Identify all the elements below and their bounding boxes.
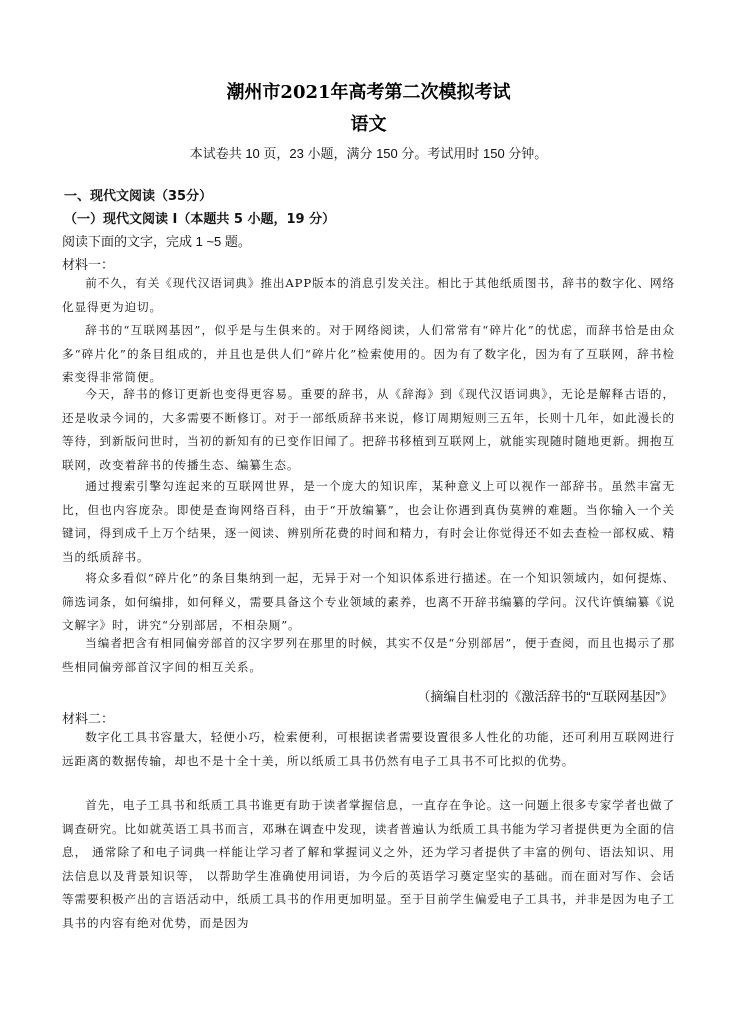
instruction: 阅读下面的文字，完成 1 ~5 题。 [62,234,251,249]
material1-source: （摘编自杜羽的《激活辞书的“互联网基因”》 [417,689,673,704]
material1-paragraph: 前不久，有关《现代汉语词典》推出APP版本的消息引发关注。相比于其他纸质图书，辞书的数字化、网络化显得更为迫切。 [62,276,675,314]
exam-title: 潮州市2021年高考第二次模拟考试 [226,82,511,103]
subject-title: 语文 [350,114,387,135]
exam-info: 本试卷共 10 页，23 小题，满分 150 分。考试用时 150 分钟。 [189,146,548,161]
material2-paragraph: 数字化工具书容量大，轻便小巧，检索便利，可根据读者需要设置很多人性化的功能，还可利用互联网进行远距离的数据传输，却也不是十全十美，所以纸质工具书仍然有电子工具书不可比拟的优势。 [62,730,675,768]
subsection-heading: （一）现代文阅读 I（本题共 5 小题，19 分） [64,212,336,227]
section-heading: 一、现代文阅读（35分） [64,189,213,204]
material1-paragraph: 今天，辞书的修订更新也变得更容易。重要的辞书，从《辞海》到《现代汉语词典》，无论是解释古语的，还是收录今词的，大多需要不断修订。对于一部纸质辞书来说，修订周期短则三五年，长则十几年，如此漫长的等待，到新版问世时，当初的新知有的已变作旧闻了。把辞书移植到互联网上，就能实现随时随地更新。拥抱互联网，改变着辞书的传播生态、编纂生态。 [62,387,675,472]
material2-label: 材料二： [62,711,115,726]
material1-label: 材料一： [62,257,115,272]
material1-paragraph: 通过搜索引擎勾连起来的互联网世界，是一个庞大的知识库，某种意义上可以视作一部辞书。虽然丰富无比，但也内容庞杂。即使是查询网络百科，由于“开放编纂”，也会让你遇到真伪莫辨的难题。当你输入一个关键词，得到成千上万个结果，逐一阅读、辨别所花费的时间和精力，有时会让你觉得还不如去查检一部权威、精当的纸质辞书。 [62,479,675,564]
material1-paragraph: 将众多看似“碎片化”的条目集纳到一起，无异于对一个知识体系进行描述。在一个知识领域内，如何提炼、筛选词条，如何编排，如何释义，需要具备这个专业领域的素养，也离不开辞书编纂的学问。汉代许慎编纂《说文解字》时，讲究“分别部居，不相杂厕”。 [62,571,675,633]
material2-paragraph: 首先，电子工具书和纸质工具书谁更有助于读者掌握信息，一直存在争论。这一问题上很多专家学者也做了调查研究。比如就英语工具书而言，邓琳在调查中发现，读者普遍认为纸质工具书能为学习者提供更为全面的信息， 通常除了和电子词典一样能让学习者了解和掌握词义之外，还为学习者提供了丰富的例句、语法知识、用法信息以及背景知识等， 以帮助学生准确使用词语，为今后的英语学习奠定坚实的基础。而在面对写作、会话等需要积极产出的言语活动中，纸质工具书的作用更加明显。至于目前学生偏爱电子工具书，并非是因为电子工具书的内容有绝对优势，而是因为 [62,798,675,930]
material1-paragraph: 当编者把含有相同偏旁部首的汉字罗列在那里的时候，其实不仅是“分别部居”，便于查阅，而且也揭示了那些相同偏旁部首汉字间的相互关系。 [62,636,675,674]
material1-paragraph: 辞书的“互联网基因”，似乎是与生俱来的。对于网络阅读，人们常常有“碎片化”的忧虑，而辞书恰是由众多“碎片化”的条目组成的，并且也是供人们“碎片化”检索使用的。因为有了数字化，因为有了互联网，辞书检索变得非常简便。 [62,323,675,385]
